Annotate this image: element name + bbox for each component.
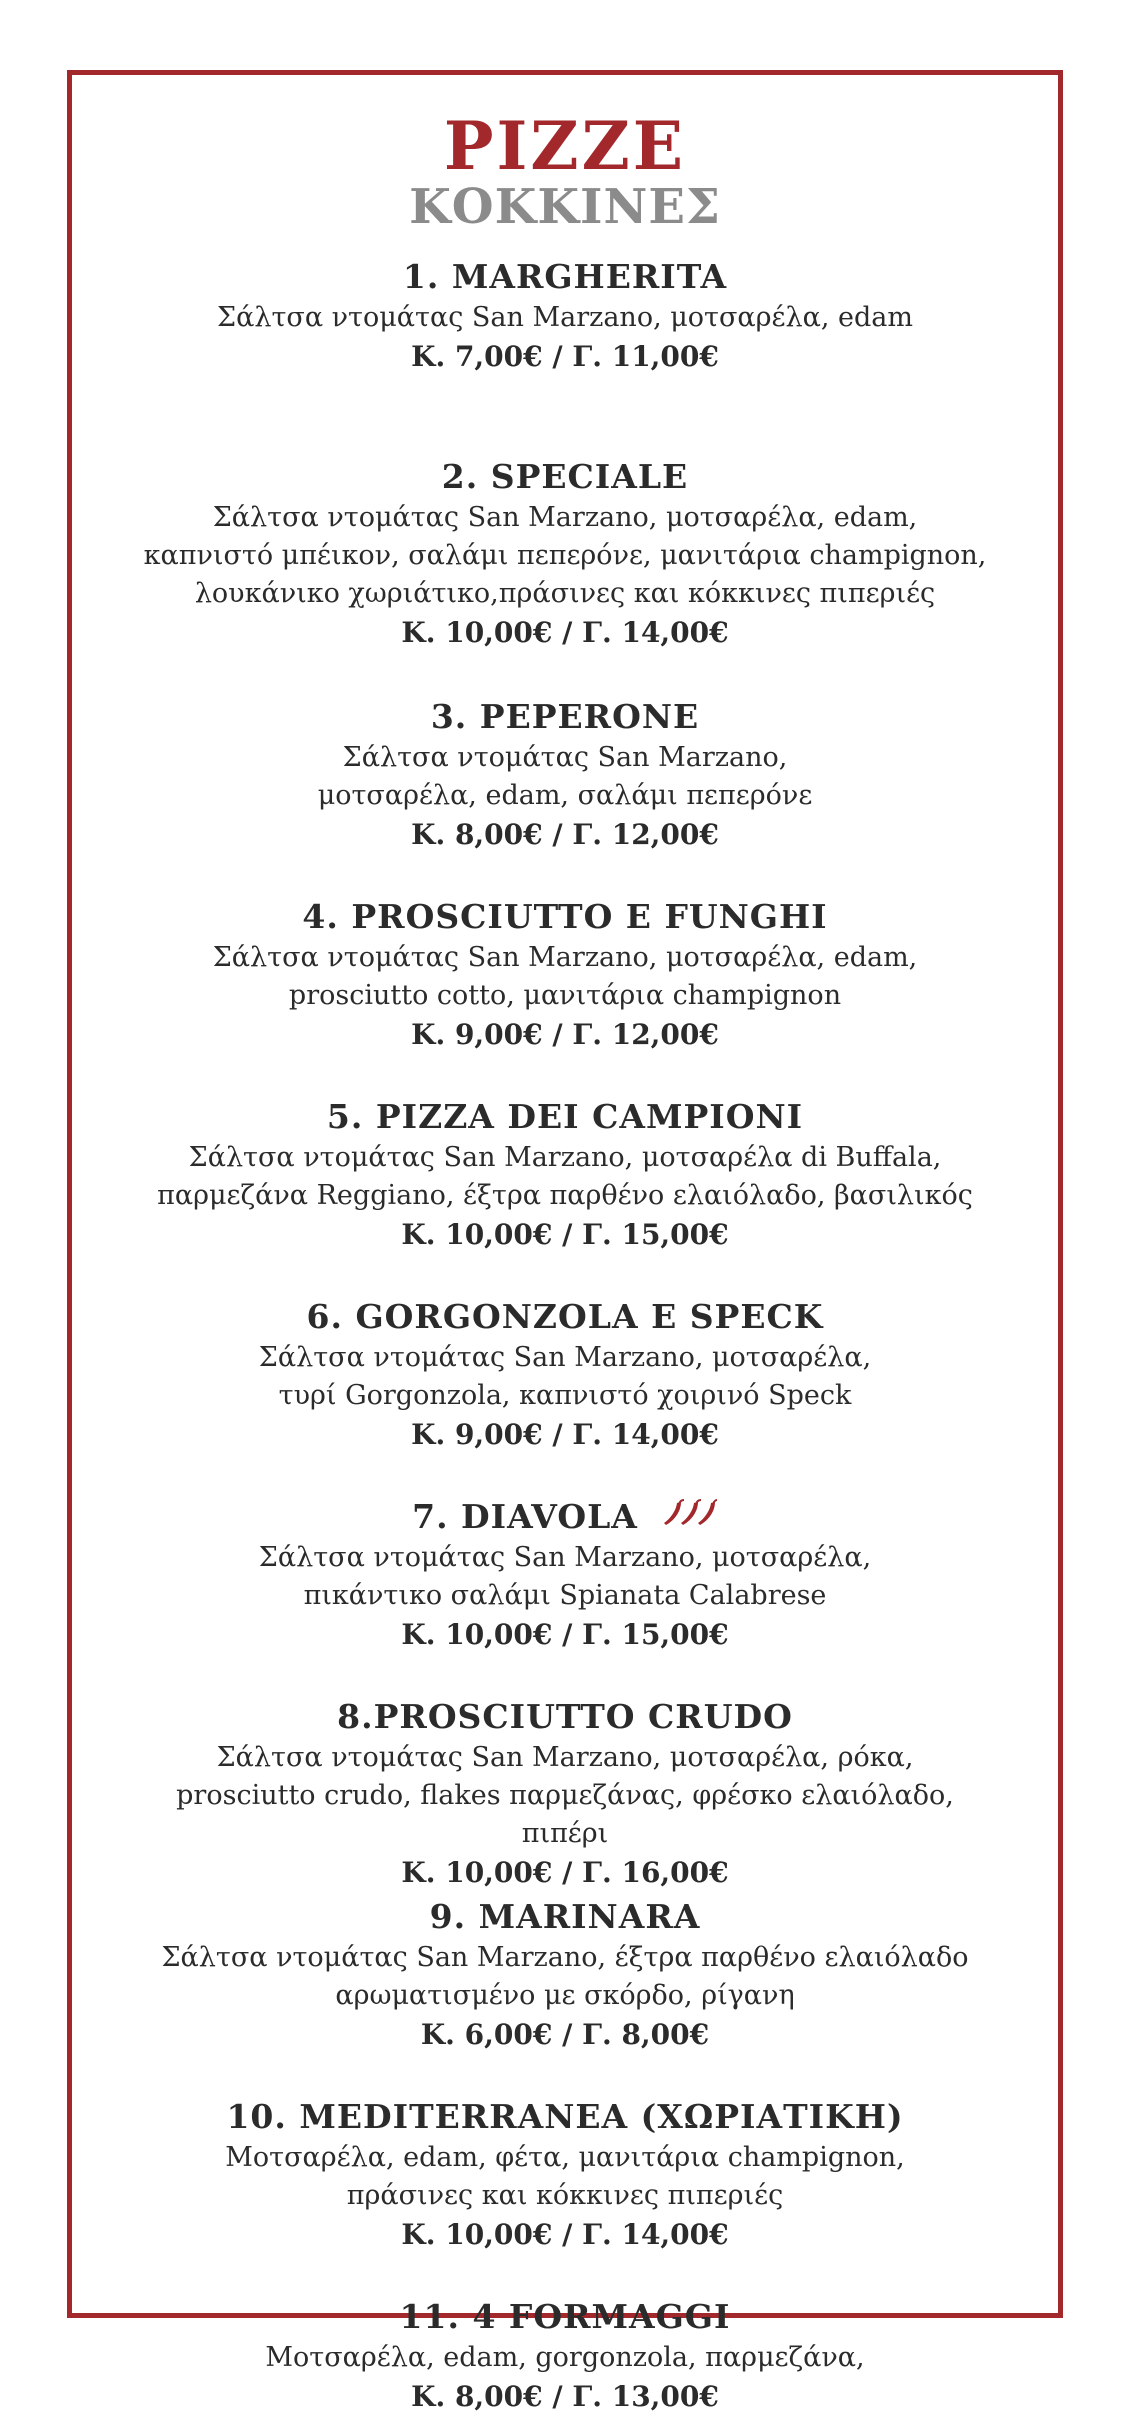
menu-item bbox=[142, 1895, 988, 2095]
item-description-line: Σάλτσα ντομάτας San Marzano, μοτσαρέλα, bbox=[258, 1542, 872, 1573]
item-description-line: καπνιστό μπέικον, σαλάμι πεπερόνε, μανιτάρια champignon, bbox=[143, 540, 987, 571]
item-price: Κ. 10,00€ / Γ. 16,00€ bbox=[401, 1856, 729, 1889]
item-name: 3. PEPERONE bbox=[430, 697, 700, 736]
item-description-line: Σάλτσα ντομάτας San Marzano, μοτσαρέλα, edam bbox=[217, 302, 913, 333]
item-price: Κ. 9,00€ / Γ. 12,00€ bbox=[411, 1018, 719, 1051]
menu-item bbox=[142, 1295, 988, 1495]
item-price: Κ. 10,00€ / Γ. 14,00€ bbox=[401, 2218, 729, 2251]
pizza-list bbox=[142, 255, 988, 2415]
menu-header bbox=[72, 109, 1058, 233]
menu-title: PIZZE bbox=[400, 109, 730, 183]
item-description-line: prosciutto cotto, μανιτάρια champignon bbox=[288, 980, 842, 1011]
item-description-line: Μοτσαρέλα, edam, gorgonzola, παρμεζάνα, bbox=[265, 2342, 865, 2373]
item-name: 2. SPECIALE bbox=[441, 457, 689, 496]
item-description-line: Σάλτσα ντομάτας San Marzano, bbox=[342, 742, 788, 773]
menu-item bbox=[142, 1695, 988, 1895]
item-description-line: τυρί Gorgonzola, καπνιστό χοιρινό Speck bbox=[278, 1380, 852, 1411]
item-price: Κ. 7,00€ / Γ. 11,00€ bbox=[411, 340, 719, 373]
menu-item bbox=[142, 2295, 988, 2415]
item-price: Κ. 10,00€ / Γ. 15,00€ bbox=[401, 1218, 729, 1251]
menu-item bbox=[142, 1095, 988, 1295]
item-price: Κ. 6,00€ / Γ. 8,00€ bbox=[420, 2018, 710, 2051]
item-description-line: αρωματισμένο με σκόρδο, ρίγανη bbox=[335, 1980, 795, 2011]
menu-item bbox=[142, 2095, 988, 2295]
item-price: Κ. 10,00€ / Γ. 15,00€ bbox=[401, 1618, 729, 1651]
item-price: Κ. 8,00€ / Γ. 13,00€ bbox=[411, 2380, 719, 2413]
item-description-line: Σάλτσα ντομάτας San Marzano, μοτσαρέλα, bbox=[258, 1342, 872, 1373]
menu-item bbox=[142, 695, 988, 895]
item-description-line: λουκάνικο χωριάτικο,πράσινες και κόκκινες πιπεριές bbox=[194, 578, 936, 609]
item-name: 1. MARGHERITA bbox=[402, 257, 728, 296]
item-description-line: πικάντικο σαλάμι Spianata Calabrese bbox=[303, 1580, 827, 1611]
item-description-line: Μοτσαρέλα, edam, φέτα, μανιτάρια champignon, bbox=[225, 2142, 905, 2173]
item-price: Κ. 8,00€ / Γ. 12,00€ bbox=[411, 818, 719, 851]
menu-frame bbox=[67, 70, 1063, 2413]
item-price: Κ. 10,00€ / Γ. 14,00€ bbox=[401, 616, 729, 649]
item-name-row bbox=[142, 1495, 988, 1539]
item-description-line: Σάλτσα ντομάτας San Marzano, μοτσαρέλα, ρόκα, bbox=[216, 1742, 914, 1773]
item-name: 5. PIZZA DEI CAMPIONI bbox=[326, 1097, 804, 1136]
item-price: Κ. 9,00€ / Γ. 14,00€ bbox=[411, 1418, 719, 1451]
item-name: 7. DIAVOLA bbox=[412, 1497, 638, 1536]
menu-item bbox=[142, 895, 988, 1095]
item-description-line: Σάλτσα ντομάτας San Marzano, μοτσαρέλα, edam, bbox=[212, 502, 918, 533]
item-description-line: Σάλτσα ντομάτας San Marzano, έξτρα παρθένο ελαιόλαδο bbox=[161, 1942, 969, 1973]
item-name: 8.PROSCIUTTO CRUDO bbox=[337, 1697, 793, 1736]
item-name: 9. MARINARA bbox=[429, 1897, 701, 1936]
menu-item bbox=[142, 1495, 988, 1695]
item-name: 6. GORGONZOLA E SPECK bbox=[306, 1297, 824, 1336]
item-name: 4. PROSCIUTTO E FUNGHI bbox=[302, 897, 828, 936]
menu-item bbox=[142, 455, 988, 695]
item-description-line: Σάλτσα ντομάτας San Marzano, μοτσαρέλα, edam, bbox=[212, 942, 918, 973]
chili-peppers-icon bbox=[660, 1494, 718, 1538]
item-name: 10. MEDITERRANEA (ΧΩΡΙΑΤΙΚΗ) bbox=[226, 2097, 904, 2136]
item-description-line: παρμεζάνα Reggiano, έξτρα παρθένο ελαιόλαδο, βασιλικός bbox=[157, 1180, 973, 1211]
menu-subtitle: ΚΟΚΚΙΝΕΣ bbox=[409, 179, 721, 235]
item-description-line: prosciutto crudo, flakes παρμεζάνας, φρέσκο ελαιόλαδο, πιπέρι bbox=[176, 1780, 954, 1849]
item-description-line: πράσινες και κόκκινες πιπεριές bbox=[346, 2180, 784, 2211]
menu-item bbox=[142, 255, 988, 455]
item-description-line: μοτσαρέλα, edam, σαλάμι πεπερόνε bbox=[317, 780, 813, 811]
item-name: 11. 4 FORMAGGI bbox=[399, 2297, 731, 2336]
item-description-line: Σάλτσα ντομάτας San Marzano, μοτσαρέλα di Buffala, bbox=[188, 1142, 942, 1173]
